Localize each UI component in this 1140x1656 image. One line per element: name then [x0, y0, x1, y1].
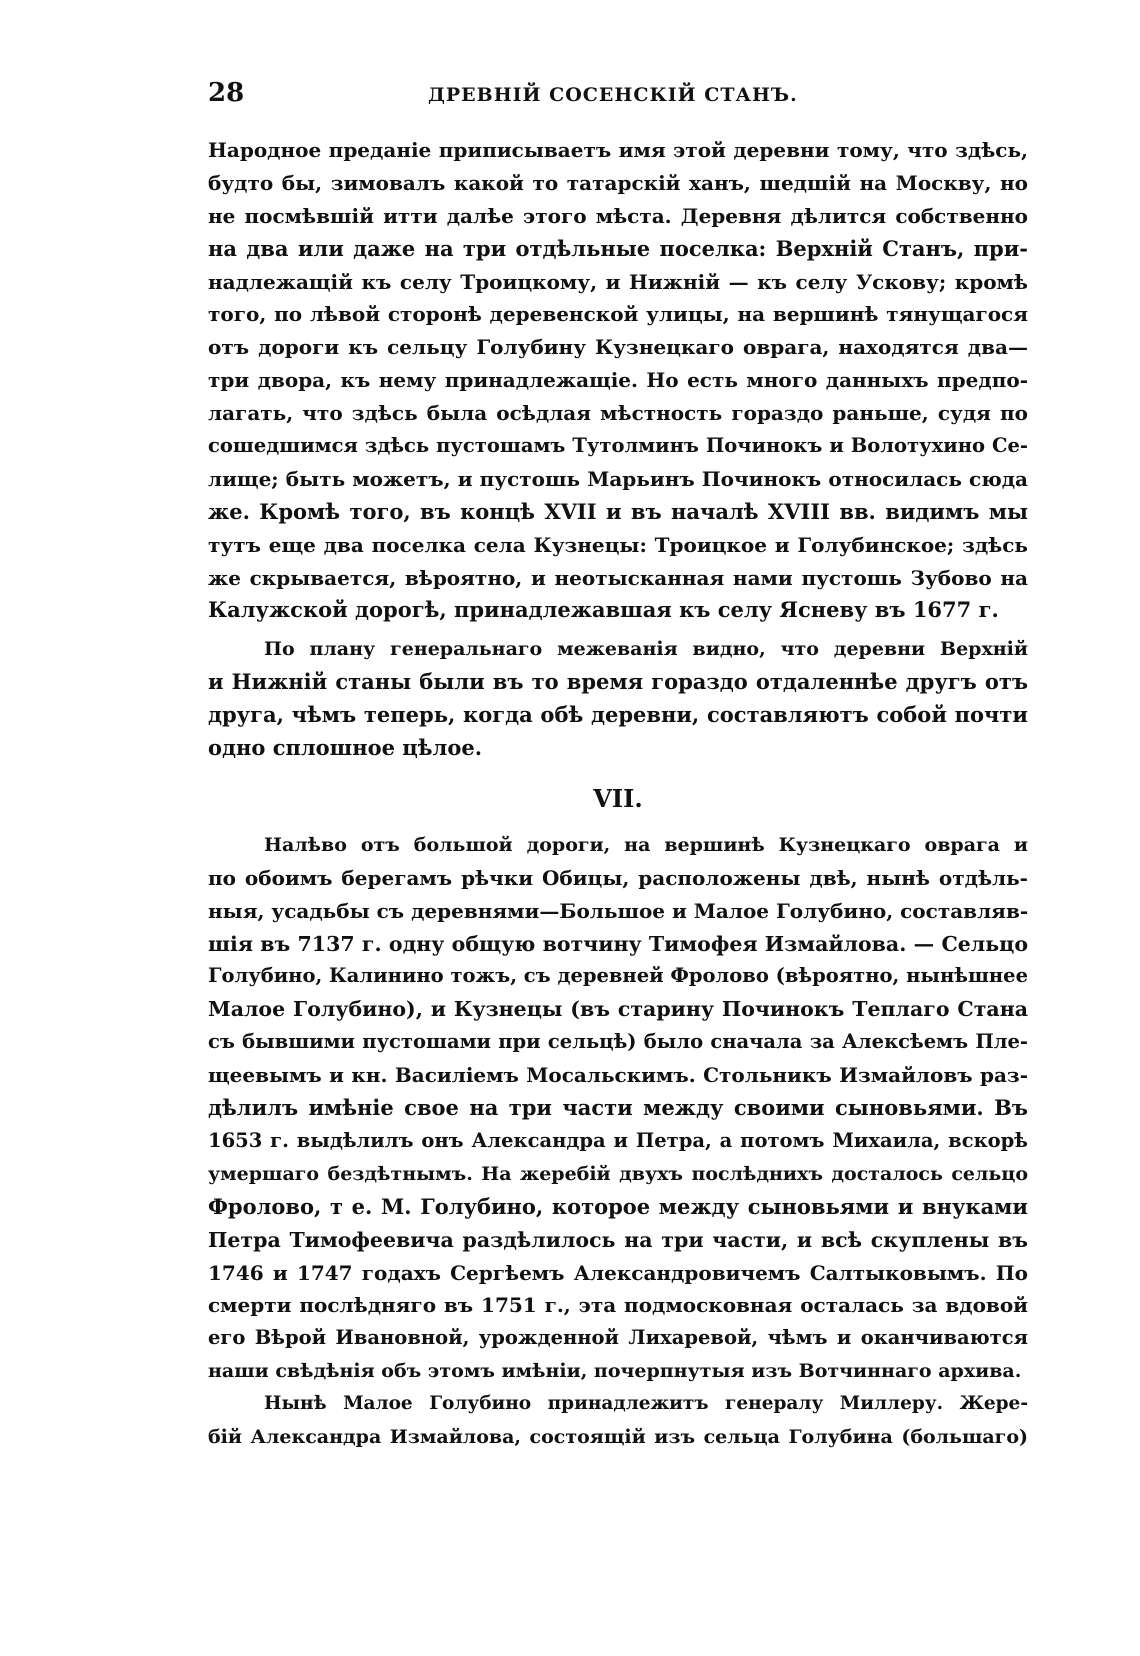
text-line: наши свѣдѣнія объ этомъ имѣніи, почерпнутыя изъ Вотчиннаго архива. [208, 1360, 1022, 1383]
text-line: одно сплошное цѣлое. [208, 735, 483, 761]
text-line: же скрывается, вѣроятно, и неотысканная нами пустошь Зубово на [208, 565, 1028, 590]
text-line: Фролово, т е. М. Голубино, которое между сыновьями и внуками [208, 1193, 1028, 1219]
text-line: 1653 г. выдѣлилъ онъ Александра и Петра, а потомъ Михаила, вскорѣ [208, 1128, 1028, 1152]
text-line: лагать, что здѣсь была осѣдлая мѣстность гораздо раньше, судя по [208, 401, 1028, 426]
text-line: шія въ 7137 г. одну общую вотчину Тимофея Измайлова. — Сельцо [208, 931, 1028, 956]
paragraph-1 [208, 134, 1028, 627]
text-line: не посмѣвшій итти далѣе этого мѣста. Деревня дѣлится собственно [208, 203, 1028, 228]
text-line: Голубино, Калинино тожъ, съ деревней Фролово (вѣроятно, нынѣшнее [208, 964, 1028, 988]
text-line: Налѣво отъ большой дороги, на вершинѣ Кузнецкаго оврага и [264, 833, 1028, 856]
text-line: дѣлилъ имѣніе свое на три части между своими сыновьями. Въ [208, 1095, 1028, 1121]
text-line: ныя, усадьбы съ деревнями—Большое и Малое Голубино, составляв- [208, 898, 1029, 923]
text-line: друга, чѣмъ теперь, когда обѣ деревни, составляютъ собой почти [208, 702, 1028, 728]
page-header [208, 78, 1008, 118]
text-line: надлежащій къ селу Троицкому, и Нижній — къ селу Ускову; кромѣ [208, 269, 1028, 294]
section-heading: VII. [593, 783, 643, 813]
text-line: смерти послѣдняго въ 1751 г., эта подмосковная осталась за вдовой [208, 1293, 1028, 1318]
text-line: Народное преданіе приписываетъ имя этой деревни тому, что здѣсь, [208, 138, 1028, 162]
text-line: Петра Тимофеевича раздѣлилось на три части, и всѣ скуплены въ [208, 1227, 1028, 1252]
text-line: на два или даже на три отдѣльные поселка: Верхній Станъ, при- [208, 235, 1028, 261]
text-line: щеевымъ и кн. Василіемъ Мосальскимъ. Стольникъ Измайловъ раз- [208, 1063, 1028, 1088]
paragraph-2 [208, 633, 1028, 765]
section-paragraph-2 [208, 1388, 1028, 1454]
text-line: сошедшимся здѣсь пустошамъ Тутолминъ Починокъ и Волотухино Се- [208, 434, 1028, 458]
text-line: отъ дороги къ сельцу Голубину Кузнецкаго оврага, находятся два— [208, 335, 1028, 360]
text-line: его Вѣрой Ивановной, урожденной Лихаревой, чѣмъ и оканчиваются [208, 1326, 1028, 1350]
body-text [208, 134, 1028, 1454]
text-line: съ бывшими пустошами при сельцѣ) было сначала за Алексѣемъ Пле- [208, 1030, 1028, 1054]
text-line: Калужской дорогѣ, принадлежавшая къ селу Ясневу въ 1677 г. [208, 597, 999, 623]
text-line: По плану генеральнаго межеванія видно, что деревни Верхній [264, 638, 1028, 661]
running-title: ДРЕВНІЙ СОСЕНСКІЙ СТАНЪ. [428, 84, 798, 106]
page-number: 28 [208, 78, 245, 108]
text-line: умершаго бездѣтнымъ. На жеребій двухъ послѣднихъ досталось сельцо [208, 1162, 1028, 1185]
section-paragraph-1 [208, 829, 1028, 1388]
text-line: три двора, къ нему принадлежащіе. Но есть много данныхъ предпо- [208, 368, 1028, 393]
text-line: 1746 и 1747 годахъ Сергѣемъ Александровичемъ Салтыковымъ. По [208, 1260, 1028, 1285]
text-line: будто бы, зимовалъ какой то татарскій ханъ, шедшій на Москву, но [208, 170, 1028, 195]
text-line: и Нижній станы были въ то время гораздо отдаленнѣе другъ отъ [208, 669, 1028, 695]
text-line: лище; быть можетъ, и пустошь Марьинъ Починокъ относилась сюда [208, 466, 1028, 491]
text-line: бій Александра Измайлова, состоящій изъ сельца Голубина (большаго) [208, 1425, 1028, 1448]
text-line: того, по лѣвой сторонѣ деревенской улицы, на вершинѣ тянущагося [208, 302, 1028, 327]
text-line: же. Кромѣ того, въ концѣ XVII и въ началѣ XVIII вв. видимъ мы [208, 498, 1028, 524]
text-line: тутъ еще два поселка села Кузнецы: Троицкое и Голубинское; здѣсь [208, 532, 1028, 557]
text-line: Малое Голубино), и Кузнецы (въ старину Починокъ Теплаго Стана [208, 997, 1028, 1022]
text-line: Нынѣ Малое Голубино принадлежитъ генералу Миллеру. Жере- [264, 1393, 1028, 1415]
text-line: по обоимъ берегамъ рѣчки Обицы, расположены двѣ, нынѣ отдѣль- [208, 865, 1028, 890]
